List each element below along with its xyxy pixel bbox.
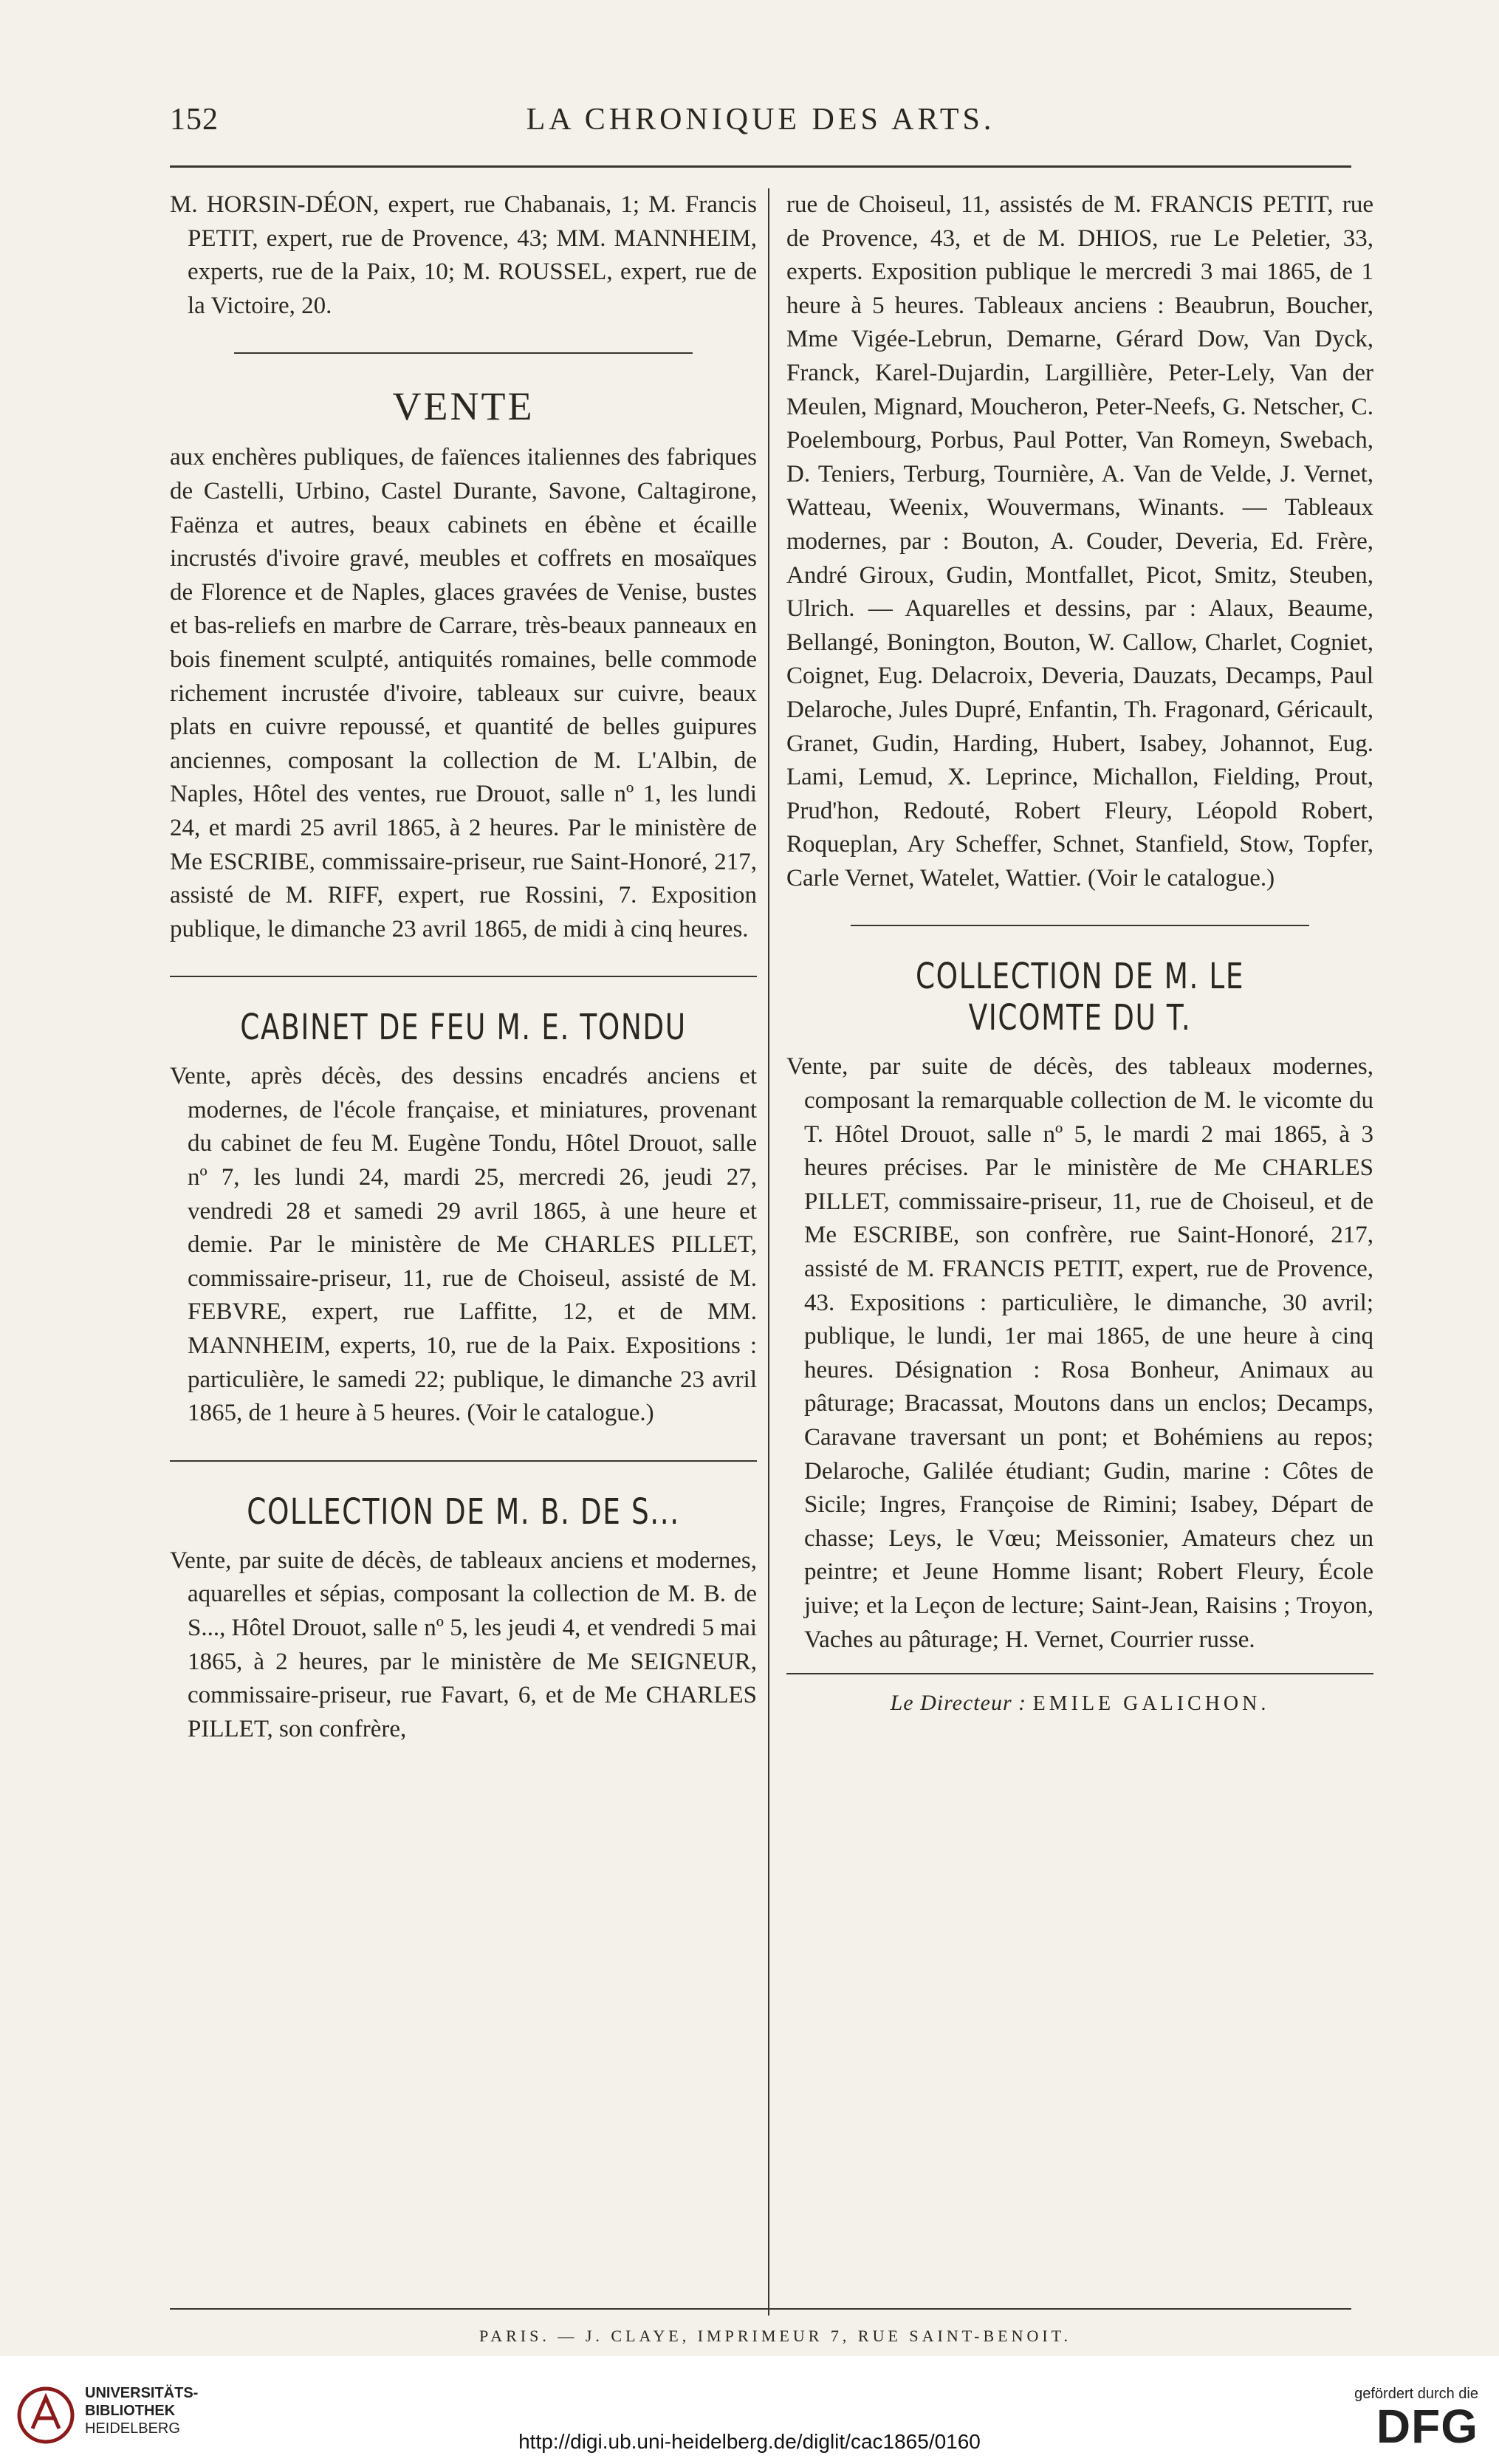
- page-header: [170, 102, 1351, 154]
- funding-label: gefördert durch die: [1354, 2386, 1478, 2402]
- library-line-2: BIBLIOTHEK: [85, 2403, 176, 2419]
- vente-heading: VENTE: [392, 384, 535, 429]
- section-divider: [234, 352, 692, 354]
- library-line-3: HEIDELBERG: [85, 2420, 180, 2437]
- page-number: 152: [170, 103, 219, 137]
- director-signature: [786, 1691, 1373, 1716]
- bds-heading: COLLECTION DE M. B. DE S...: [247, 1491, 680, 1533]
- tondu-heading: CABINET DE FEU M. E. TONDU: [240, 1007, 687, 1049]
- printer-imprint: PARIS. — J. CLAYE, IMPRIMEUR 7, RUE SAINT-BENOIT.: [479, 2327, 1071, 2345]
- vente-paragraph: aux enchères publiques, de faïences italiennes des fabriques de Castelli, Urbino, Castel Durante, Savone, Caltagirone, Faënza et autres, beaux cabinets en ébène et écaille incrustés d'ivoire gravé, meubles et coffrets en mosaïques de Florence et de Naples, glaces gravées de Venise, bustes et bas-reliefs en marbre de Carrare, très-beaux panneaux en bois finement sculpté, antiquités romaines, belle commode richement incrustée d'ivoire, tableaux sur cuivre, beaux plats en cuivre repoussé, et quantité de belles guipures anciennes, composant la collection de M. L'Albin, de Naples, Hôtel des ventes, rue Drouot, salle nº 1, les lundi 24, et mardi 25 avril 1865, à 2 heures. Par le ministère de Me ESCRIBE, commissaire-priseur, rue Saint-Honoré, 217, assisté de M. RIFF, expert, rue Rossini, 7. Exposition publique, le dimanche 23 avril 1865, de midi à cinq heures.: [170, 444, 757, 942]
- dfg-logo: DFG: [1376, 2400, 1478, 2453]
- permalink[interactable]: http://digi.ub.uni-heidelberg.de/diglit/cac1865/0160: [518, 2430, 981, 2453]
- vicomte-heading: COLLECTION DE M. LE VICOMTE DU T.: [915, 956, 1245, 1039]
- left-column: [170, 188, 757, 1746]
- intro-paragraph: M. HORSIN-DÉON, expert, rue Chabanais, 1; M. Francis PETIT, expert, rue de Provence, 43; MM. MANNHEIM, experts, rue de la Paix, 10; M. ROUSSEL, expert, rue de la Victoire, 20.: [170, 191, 757, 319]
- section-divider: [170, 976, 757, 977]
- bds-paragraph: Vente, par suite de décès, de tableaux anciens et modernes, aquarelles et sépias, composant la collection de M. B. de S..., Hôtel Drouot, salle nº 5, les jeudi 4, et vendredi 5 mai 1865, à 2 heures, par le ministère de Me SEIGNEUR, commissaire-priseur, rue Favart, 6, et de Me CHARLES PILLET, son confrère,: [170, 1547, 757, 1742]
- section-divider: [786, 1673, 1373, 1674]
- column-divider: [768, 188, 769, 2316]
- tondu-paragraph: Vente, après décès, des dessins encadrés anciens et modernes, de l'école française, et miniatures, provenant du cabinet de feu M. Eugène Tondu, Hôtel Drouot, salle nº 7, les lundi 24, mardi 25, mercredi 26, jeudi 27, vendredi 28 et samedi 29 avril 1865, à une heure et demie. Par le ministère de Me CHARLES PILLET, commissaire-priseur, 11, rue de Choiseul, assisté de M. FEBVRE, expert, rue Laffitte, 12, et de MM. MANNHEIM, experts, 10, rue de la Paix. Expositions : particulière, le samedi 22; publique, le dimanche 23 avril 1865, de 1 heure à 5 heures. (Voir le catalogue.): [170, 1063, 757, 1427]
- library-line-1: UNIVERSITÄTS-: [85, 2385, 199, 2401]
- section-divider: [851, 925, 1308, 926]
- continuation-paragraph: rue de Choiseul, 11, assistés de M. FRANCIS PETIT, rue de Provence, 43, et de M. DHIOS, rue Le Peletier, 33, experts. Exposition publique le mercredi 3 mai 1865, de 1 heure à 5 heures. Tableaux anciens : Beaubrun, Boucher, Mme Vigée-Lebrun, Demarne, Gérard Dow, Van Dyck, Franck, Karel-Dujardin, Largillière, Peter-Lely, Van der Meulen, Mignard, Moucheron, Peter-Neefs, G. Netscher, C. Poelembourg, Porbus, Paul Potter, Van Romeyn, Swebach, D. Teniers, Terburg, Tournière, A. Van de Velde, J. Vernet, Watteau, Weenix, Wouvermans, Winants. — Tableaux modernes, par : Bouton, A. Couder, Deveria, Ed. Frère, André Giroux, Gudin, Montfallet, Picot, Smitz, Steuben, Ulrich. — Aquarelles et dessins, par : Alaux, Beaume, Bellangé, Bonington, Bouton, W. Callow, Charlet, Cogniet, Coignet, Eug. Delacroix, Deveria, Dauzats, Decamps, Paul Delaroche, Jules Dupré, Enfantin, Th. Fragonard, Géricault, Granet, Gudin, Harding, Hubert, Isabey, Johannot, Eug. Lami, Lemud, X. Leprince, Michallon, Fielding, Prout, Prud'hon, Redouté, Robert Fleury, Léopold Robert, Roqueplan, Ary Scheffer, Schnet, Stanfield, Stow, Topfer, Carle Vernet, Watelet, Wattier. (Voir le catalogue.): [786, 191, 1373, 892]
- running-title: LA CHRONIQUE DES ARTS.: [526, 103, 995, 137]
- funder-logo: [1354, 2386, 1478, 2453]
- vicomte-paragraph: Vente, par suite de décès, des tableaux modernes, composant la remarquable collection de M. le vicomte du T. Hôtel Drouot, salle nº 5, le mardi 2 mai 1865, à 3 heures précises. Par le ministère de Me CHARLES PILLET, commissaire-priseur, 11, rue de Choiseul, et de Me ESCRIBE, son confrère, rue Saint-Honoré, 217, assisté de M. FRANCIS PETIT, expert, rue de Provence, 43. Expositions : particulière, le dimanche, 30 avril; publique, le lundi, 1er mai 1865, de une heure à cinq heures. Désignation : Rosa Bonheur, Animaux au pâturage; Bracassat, Moutons dans un enclos; Decamps, Caravane traversant un pont; et Bohémiens au repos; Delaroche, Galilée étudiant; Gudin, marine : Côtes de Sicile; Ingres, Françoise de Rimini; Isabey, Départ de chasse; Leys, le Vœu; Meissonier, Amateurs chez un peintre; et Jeune Homme lisant; Robert Fleury, École juive; et la Leçon de lecture; Saint-Jean, Raisins ; Troyon, Vaches au pâturage; H. Vernet, Courrier russe.: [786, 1053, 1373, 1653]
- signature-label: Le Directeur :: [890, 1691, 1027, 1716]
- section-divider: [170, 1460, 757, 1462]
- right-column: [786, 188, 1373, 1716]
- signature-name: EMILE GALICHON.: [1032, 1692, 1270, 1716]
- footer-rule: [170, 2308, 1351, 2310]
- digitization-footer: [0, 2356, 1499, 2464]
- header-rule: [170, 165, 1351, 168]
